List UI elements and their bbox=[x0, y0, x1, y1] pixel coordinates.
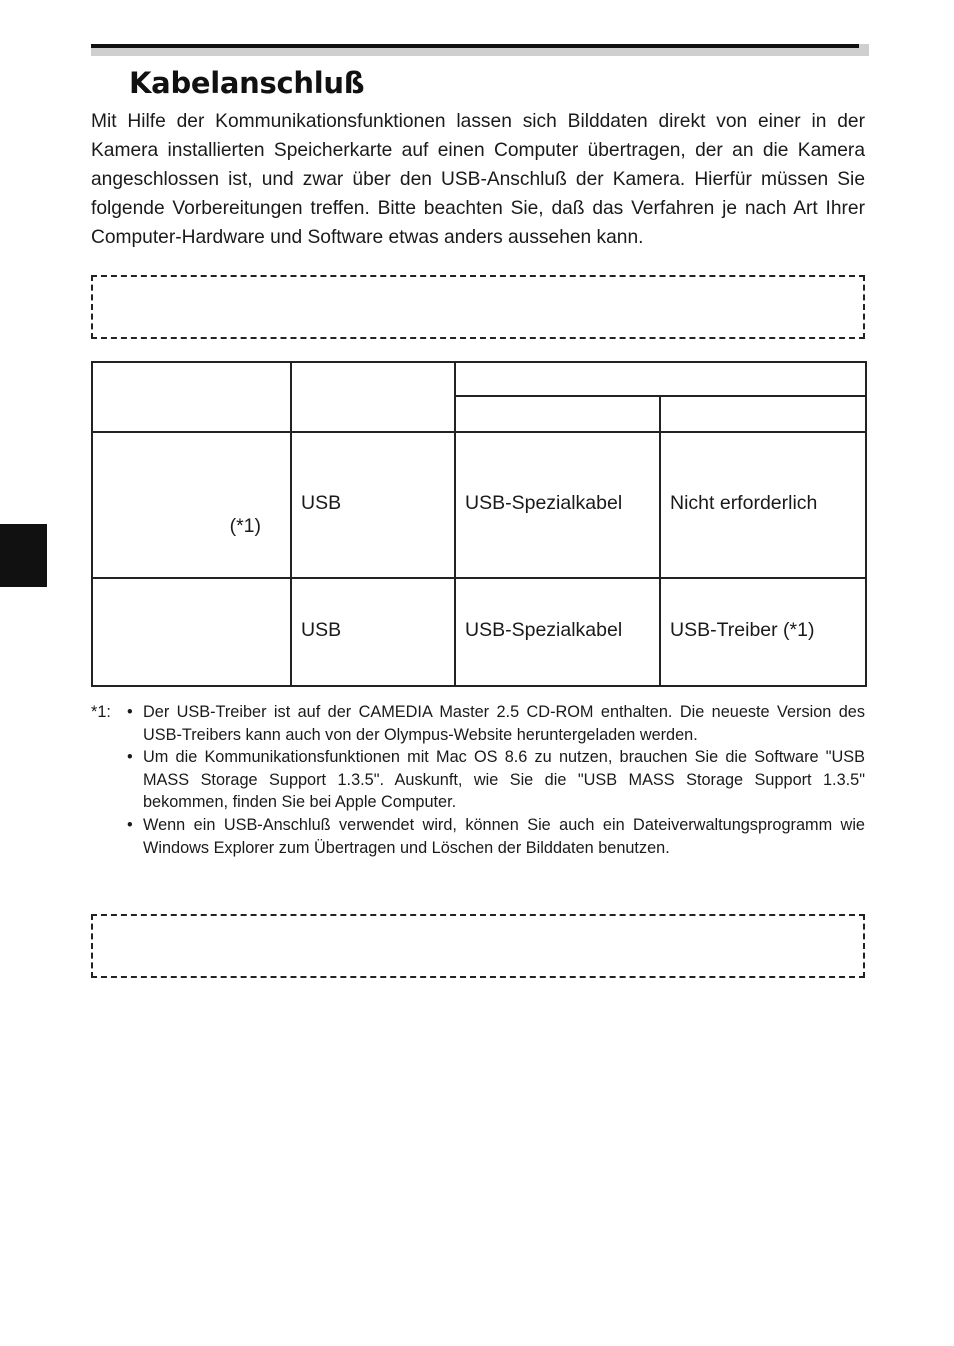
footnote-item bbox=[91, 746, 865, 814]
bullet: • bbox=[127, 703, 133, 721]
bullet: • bbox=[127, 748, 133, 767]
table-header-row bbox=[92, 362, 866, 396]
footnotes bbox=[91, 701, 865, 859]
footnote-text: Wenn ein USB-Anschluß verwendet wird, können Sie auch ein Dateiverwaltungsprogramm wie Windows Explorer zum Übertragen und Löschen der Bilddaten benutzen. bbox=[143, 815, 865, 857]
port-cell: USB bbox=[291, 432, 455, 579]
bullet: • bbox=[127, 815, 133, 834]
header-rule bbox=[91, 44, 859, 48]
cable-cell: USB-Spezialkabel bbox=[455, 578, 660, 686]
requirements-table bbox=[91, 361, 867, 687]
footnote-text: Der USB-Treiber ist auf der CAMEDIA Master 2.5 CD-ROM enthalten. Die neueste Version des USB-Treibers kann auch von der Olympus-Website heruntergeladen werden. bbox=[143, 703, 865, 744]
cable-cell: USB-Spezialkabel bbox=[455, 432, 660, 579]
system-cell bbox=[92, 578, 291, 686]
intro-paragraph: Mit Hilfe der Kommunikationsfunktionen lassen sich Bilddaten direkt von einer in der Kamera installierten Speicherkarte auf einen Computer übertragen, der an die Kamera angeschlossen ist, und zwar über den USB-Anschluß der Kamera. Hierfür müssen Sie folgende Vorbereitungen treffen. Bitte beachten Sie, daß das Verfahren je nach Art Ihrer Computer-Hardware und Software etwas anders aussehen kann. bbox=[91, 111, 865, 248]
header-cell-system bbox=[92, 362, 291, 432]
driver-cell: USB-Treiber (*1) bbox=[660, 578, 866, 686]
header-cell-driver bbox=[660, 396, 866, 432]
footnote-item bbox=[91, 814, 865, 859]
footnote-item bbox=[91, 701, 865, 746]
footnote-label: *1: bbox=[91, 703, 111, 721]
driver-cell: Nicht erforderlich bbox=[660, 432, 866, 579]
footnote-text: Um die Kommunikationsfunktionen mit Mac OS 8.6 zu nutzen, brauchen Sie die Software "USB MASS Storage Support 1.3.5". Auskunft, wie Sie die "USB MASS Storage Support 1.3.5" bekommen, finden Sie bei Apple Computer. bbox=[143, 748, 865, 812]
system-cell bbox=[92, 432, 291, 579]
header-cell-port bbox=[291, 362, 455, 432]
header-cell-requirements bbox=[455, 362, 866, 396]
page-title: Kabelanschluß bbox=[129, 66, 365, 100]
system-note: (*1) bbox=[229, 514, 261, 537]
table-row bbox=[92, 432, 866, 579]
port-cell: USB bbox=[291, 578, 455, 686]
dashed-info-box bbox=[91, 275, 865, 339]
table-row bbox=[92, 578, 866, 686]
dashed-info-box bbox=[91, 914, 865, 978]
header-rule-shadow bbox=[91, 48, 869, 56]
chapter-tab bbox=[0, 524, 47, 587]
header-cell-cable bbox=[455, 396, 660, 432]
